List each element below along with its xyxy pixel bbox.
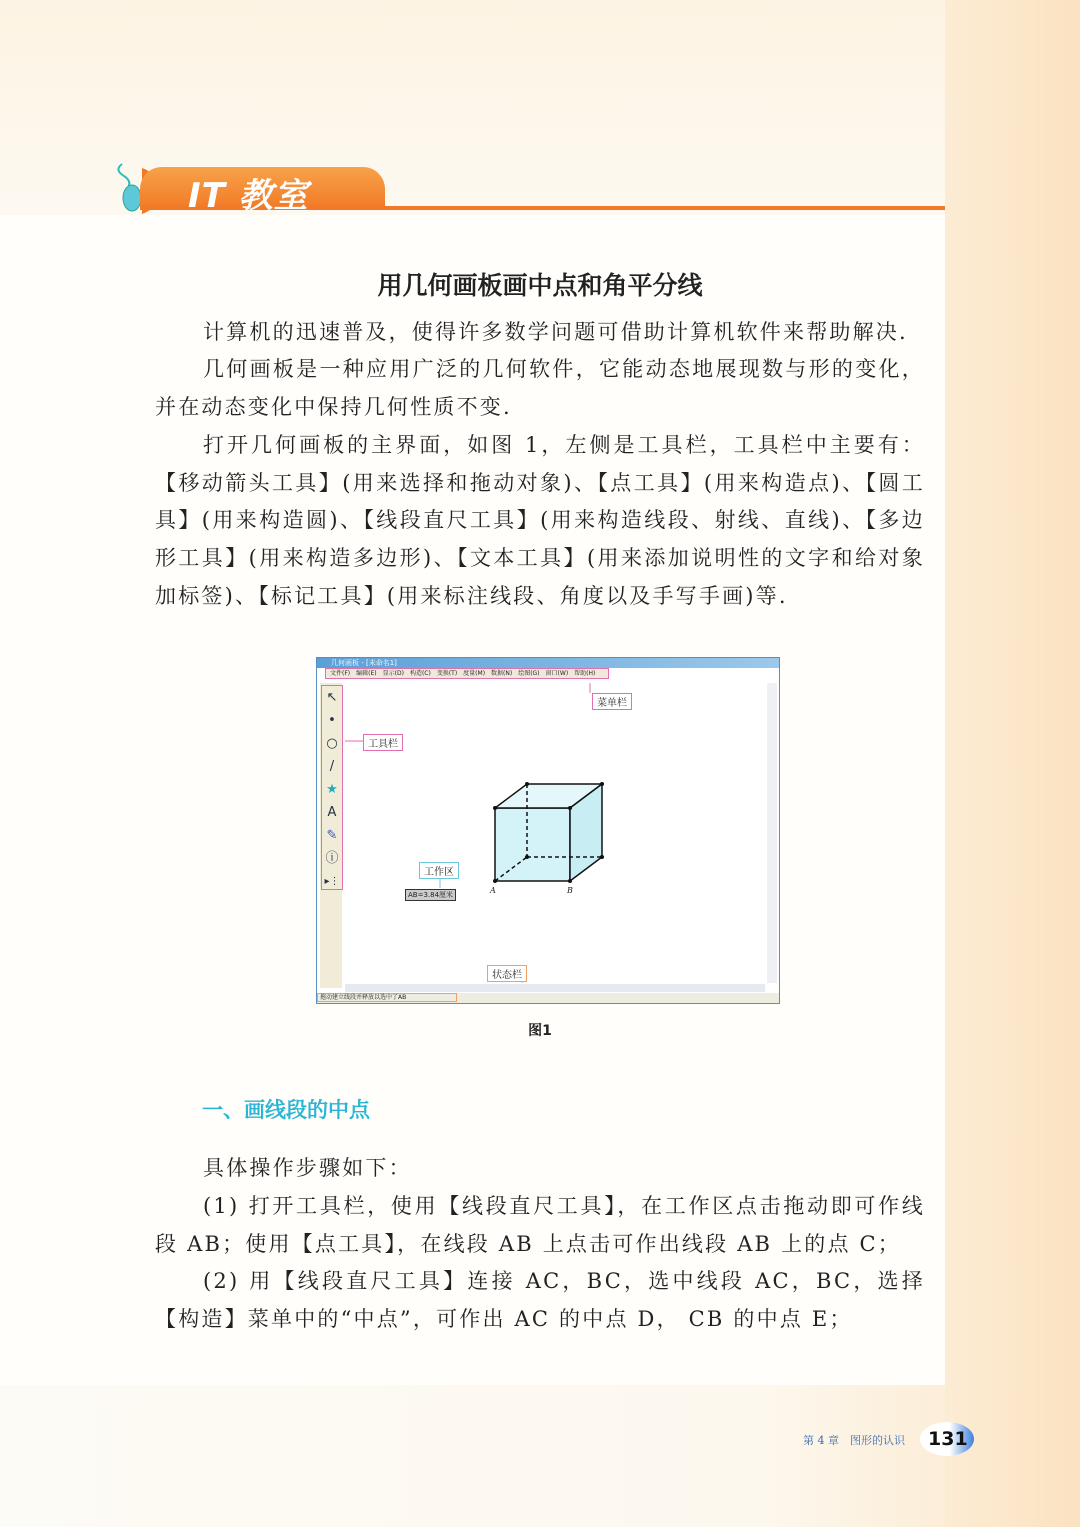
status-bar <box>317 993 779 1003</box>
chapter-footer: 第 4 章 图形的认识 <box>803 1434 905 1447</box>
step-2: (2) 用【线段直尺工具】连接 AC，BC，选中线段 AC，BC，选择【构造】菜单中的“中点”，可作出 AC 的中点 D， CB 的中点 E； <box>155 1269 925 1331</box>
section-banner-title: IT 教室 <box>188 176 309 216</box>
paragraph: 打开几何画板的主界面，如图 1，左侧是工具栏，工具栏中主要有：【移动箭头工具】(用来选择和拖动对象)、【点工具】(用来构造点)、【圆工具】(用来构造圆)、【线段直尺工具】(用来构造线段、射线、直线)、【多边形工具】(用来构造多边形)、【文本工具】(用来添加说明性的文字和给对象加标签)、【标记工具】(用来标注线段、角度以及手写手画)等. <box>155 433 925 608</box>
menu-item[interactable]: 变换(T) <box>436 670 458 677</box>
top-band <box>0 0 1080 250</box>
line-tool-icon[interactable]: / <box>329 759 335 774</box>
marker-tool-icon[interactable]: ✎ <box>326 828 338 843</box>
window-title-bar: 几何画板 - [未命名1] <box>317 658 779 668</box>
horizontal-scrollbar[interactable] <box>345 984 765 992</box>
step-1: (1) 打开工具栏，使用【线段直尺工具】，在工作区点击拖动即可作线段 AB；使用【点工具】，在线段 AB 上点击可作出线段 AB 上的点 C； <box>155 1194 925 1256</box>
menu-item[interactable]: 帮助(H) <box>574 670 596 677</box>
status-text: 拖动建立线段并释放以选中了AB <box>317 993 457 1002</box>
measurement-label[interactable]: AB=3.84厘米 <box>405 889 456 901</box>
workarea-callout: 工作区 <box>419 862 459 879</box>
margin-band <box>945 0 1080 1527</box>
point-label-a: A <box>490 886 496 895</box>
article-title: 用几何画板画中点和角平分线 <box>377 271 703 300</box>
info-tool-icon[interactable]: ⓘ <box>325 851 339 866</box>
menu-item[interactable]: 度量(M) <box>463 670 486 677</box>
page-number: 131 <box>920 1422 974 1456</box>
polygon-tool-icon[interactable]: ★ <box>326 782 338 797</box>
point-tool-icon[interactable]: • <box>328 713 336 728</box>
work-area[interactable] <box>345 683 765 983</box>
geometry-sketchpad-screenshot <box>316 657 780 1004</box>
tool-list <box>321 685 343 890</box>
section-heading: 一、画线段的中点 <box>202 1098 370 1122</box>
menu-bar <box>325 668 609 679</box>
menu-item[interactable]: 数据(N) <box>491 670 513 677</box>
figure-caption: 图1 <box>528 1023 552 1039</box>
paragraph: 具体操作步骤如下： <box>203 1156 412 1180</box>
vertical-scrollbar[interactable] <box>767 683 777 983</box>
paragraph: 几何画板是一种应用广泛的几何软件，它能动态地展现数与形的变化，并在动态变化中保持几何性质不变. <box>155 357 925 419</box>
custom-tool-icon[interactable]: ▸⋮ <box>324 876 340 887</box>
menu-item[interactable]: 编辑(E) <box>356 670 377 677</box>
menu-item[interactable]: 窗口(W) <box>545 670 569 677</box>
circle-tool-icon[interactable]: ○ <box>326 736 338 751</box>
menubar-callout: 菜单栏 <box>592 693 632 710</box>
menu-item[interactable]: 构造(C) <box>409 670 431 677</box>
menu-item[interactable]: 绘图(G) <box>518 670 540 677</box>
menu-item[interactable]: 显示(D) <box>382 670 404 677</box>
menu-item[interactable]: 文件(F) <box>330 670 351 677</box>
statusbar-callout: 状态栏 <box>487 965 527 982</box>
paragraph: 计算机的迅速普及，使得许多数学问题可借助计算机软件来帮助解决. <box>203 320 908 344</box>
text-tool-icon[interactable]: A <box>327 805 337 820</box>
point-label-b: B <box>567 886 573 895</box>
arrow-tool-icon[interactable]: ↖ <box>326 690 338 705</box>
toolbar-callout: 工具栏 <box>363 734 403 751</box>
